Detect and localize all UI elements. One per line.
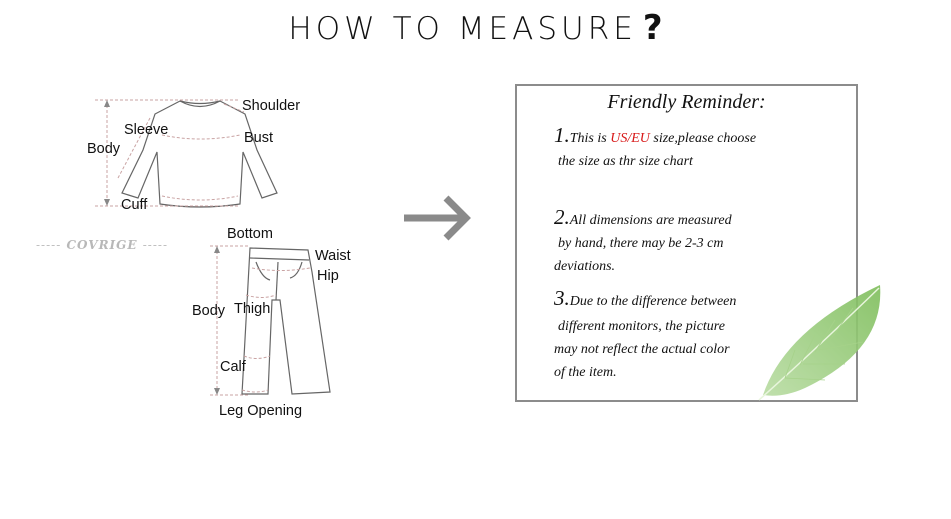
note-3-line-3: may not reflect the actual color [554, 342, 730, 357]
label-sleeve: Sleeve [124, 122, 169, 138]
shirt-drawing [122, 101, 277, 207]
note-3-number: 3. [554, 286, 570, 310]
label-thigh: Thigh [234, 301, 271, 317]
title-text: HOW TO MEASURE [288, 11, 637, 47]
label-calf: Calf [220, 359, 246, 375]
label-shoulder: Shoulder [242, 98, 301, 114]
note-1-text-b: size,please choose [649, 131, 757, 146]
note-2-line-2: by hand, there may be 2-3 cm [558, 236, 724, 251]
question-mark: ? [642, 8, 663, 48]
reminder-note-2 [554, 206, 732, 232]
reminder-note-1 [554, 124, 756, 150]
note-3-line-4: of the item. [554, 365, 617, 380]
brand-dash-left: ----- [36, 238, 62, 252]
note-3-line-1: Due to the difference between [569, 294, 737, 309]
label-bust: Bust [244, 130, 274, 146]
note-1-line-2: the size as thr size chart [558, 154, 693, 169]
label-waist: Waist [315, 248, 351, 264]
reminder-title: Friendly Reminder: [607, 91, 766, 113]
note-1-text-a: This is [569, 131, 611, 146]
leaf-icon [745, 280, 895, 405]
note-2-line-1: All dimensions are measured [569, 213, 732, 228]
note-2-line-3: deviations. [554, 259, 616, 274]
note-1-number: 1. [554, 123, 570, 147]
note-3-line-2: different monitors, the picture [558, 319, 725, 334]
right-arrow-icon [404, 198, 466, 238]
note-2-number: 2. [554, 205, 570, 229]
label-shirt-body: Body [87, 141, 121, 157]
label-leg-opening: Leg Opening [219, 403, 303, 419]
label-bottom: Bottom [227, 226, 273, 242]
label-cuff: Cuff [121, 197, 148, 213]
note-1-size-highlight: US/EU [610, 131, 650, 146]
label-pants-body: Body [192, 303, 226, 319]
brand-dash-right: ----- [142, 238, 169, 252]
brand-watermark [36, 238, 168, 252]
brand-name: COVRIGE [66, 238, 138, 252]
reminder-note-3 [554, 287, 736, 313]
label-hip: Hip [317, 268, 339, 284]
